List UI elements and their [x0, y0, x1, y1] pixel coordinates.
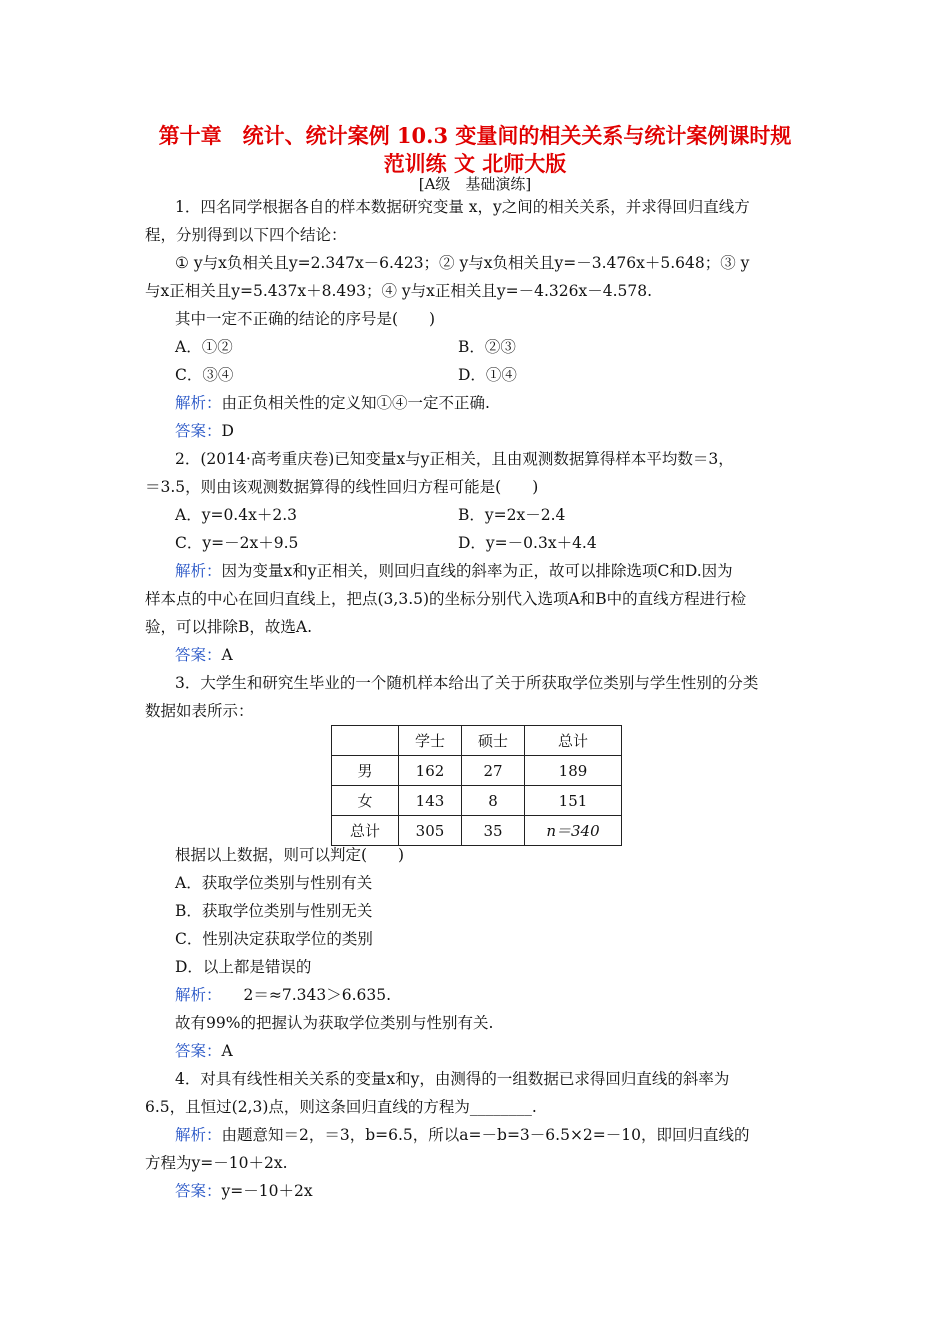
table-cell: 35: [462, 816, 525, 846]
q1-question: 其中一定不正确的结论的序号是( ): [175, 310, 436, 328]
table-cell: 8: [462, 786, 525, 816]
q3-analysis: [175, 984, 391, 1006]
q2-stem: 2．(2014·高考重庆卷)已知变量x与y正相关，且由观测数据算得样本平均数＝3，: [175, 450, 734, 468]
q2-option-d: D．y=－0.3x＋4.4: [458, 534, 597, 552]
q1-stem: 1．四名同学根据各自的样本数据研究变量 x，y之间的相关关系，并求得回归直线方: [175, 198, 750, 216]
table-cell: 151: [525, 786, 622, 816]
analysis-text: 由正负相关性的定义知①④一定不正确.: [221, 394, 490, 412]
table-cell: n＝340: [525, 816, 622, 846]
q4-answer: [175, 1180, 313, 1202]
q2-analysis-cont: 样本点的中心在回归直线上，把点(3,3.5)的坐标分别代入选项A和B中的直线方程进行检: [145, 590, 747, 608]
q3-analysis-cont: 故有99%的把握认为获取学位类别与性别有关.: [175, 1014, 494, 1032]
q1-stem-cont: 程，分别得到以下四个结论：: [145, 226, 347, 244]
table-cell: 女: [332, 786, 399, 816]
table-cell: 27: [462, 756, 525, 786]
analysis-label: 解析：: [175, 562, 222, 580]
analysis-label: 解析：: [175, 1126, 222, 1144]
table-cell: 189: [525, 756, 622, 786]
table-cell: 学士: [399, 726, 462, 756]
q2-option-a: A．y=0.4x＋2.3: [175, 506, 297, 524]
analysis-label: 解析：: [175, 986, 222, 1004]
q1-option-d: D．①④: [458, 366, 517, 384]
level-heading: [A级 基础演练]: [418, 175, 532, 193]
q2-analysis: [175, 560, 733, 582]
q1-option-a: A．①②: [175, 338, 233, 356]
table-cell: 男: [332, 756, 399, 786]
q1-analysis: [175, 392, 490, 414]
q4-analysis-cont: 方程为y=－10＋2x.: [145, 1154, 288, 1172]
table-cell: [332, 726, 399, 756]
q2-option-b: B．y=2x－2.4: [458, 506, 566, 524]
data-table: [331, 725, 622, 846]
answer-label: 答案：: [175, 1182, 222, 1200]
q2-stem-cont: ＝3.5，则由该观测数据算得的线性回归方程可能是( ): [145, 478, 539, 496]
answer-text: A: [221, 1042, 233, 1060]
table-row: [332, 786, 622, 816]
table-cell: 143: [399, 786, 462, 816]
page-title: 第十章 统计、统计案例 10.3 变量间的相关关系与统计案例课时规: [158, 123, 792, 148]
page-title-continued: 范训练 文 北师大版: [383, 151, 567, 176]
q3-stem-cont: 数据如表所示：: [145, 702, 254, 720]
answer-label: 答案：: [175, 1042, 222, 1060]
table-cell: 305: [399, 816, 462, 846]
table-row: [332, 816, 622, 846]
q2-answer: [175, 644, 233, 666]
table-header-row: [332, 726, 622, 756]
answer-label: 答案：: [175, 646, 222, 664]
q3-option-b: B．获取学位类别与性别无关: [175, 902, 373, 920]
answer-text: y=－10＋2x: [221, 1182, 313, 1200]
answer-text: A: [221, 646, 233, 664]
q1-option-b: B．②③: [458, 338, 516, 356]
q3-stem: 3．大学生和研究生毕业的一个随机样本给出了关于所获取学位类别与学生性别的分类: [175, 674, 759, 692]
q2-option-c: C．y=－2x＋9.5: [175, 534, 299, 552]
q2-analysis-end: 验，可以排除B，故选A.: [145, 618, 313, 636]
table-cell: 硕士: [462, 726, 525, 756]
table-cell: 总计: [525, 726, 622, 756]
q3-option-d: D．以上都是错误的: [175, 958, 312, 976]
q4-analysis: [175, 1124, 750, 1146]
q3-option-a: A．获取学位类别与性别有关: [175, 874, 373, 892]
analysis-label: 解析：: [175, 394, 222, 412]
q3-answer: [175, 1040, 233, 1062]
q1-conclusions-cont: 与x正相关且y=5.437x＋8.493；④ y与x正相关且y=－4.326x－4.578.: [145, 282, 653, 300]
analysis-text: 因为变量x和y正相关，则回归直线的斜率为正，故可以排除选项C和D.因为: [221, 562, 733, 580]
q1-answer: [175, 420, 234, 442]
q4-stem: 4．对具有线性相关关系的变量x和y，由测得的一组数据已求得回归直线的斜率为: [175, 1070, 730, 1088]
table-cell: 总计: [332, 816, 399, 846]
table-cell: 162: [399, 756, 462, 786]
table-row: [332, 756, 622, 786]
q3-option-c: C．性别决定获取学位的类别: [175, 930, 373, 948]
analysis-text: 2＝≈7.343＞6.635.: [243, 986, 392, 1004]
q4-stem-cont: 6.5，且恒过(2,3)点，则这条回归直线的方程为________.: [145, 1098, 537, 1116]
analysis-text: 由题意知＝2，＝3，b=6.5，所以a=－b=3－6.5×2=－10，即回归直线的: [221, 1126, 750, 1144]
answer-text: D: [221, 422, 234, 440]
q1-option-c: C．③④: [175, 366, 234, 384]
answer-label: 答案：: [175, 422, 222, 440]
q1-conclusions: ① y与x负相关且y=2.347x－6.423；② y与x负相关且y=－3.476x＋5.648；③ y: [175, 254, 750, 272]
q3-question: 根据以上数据，则可以判定( ): [175, 846, 405, 864]
